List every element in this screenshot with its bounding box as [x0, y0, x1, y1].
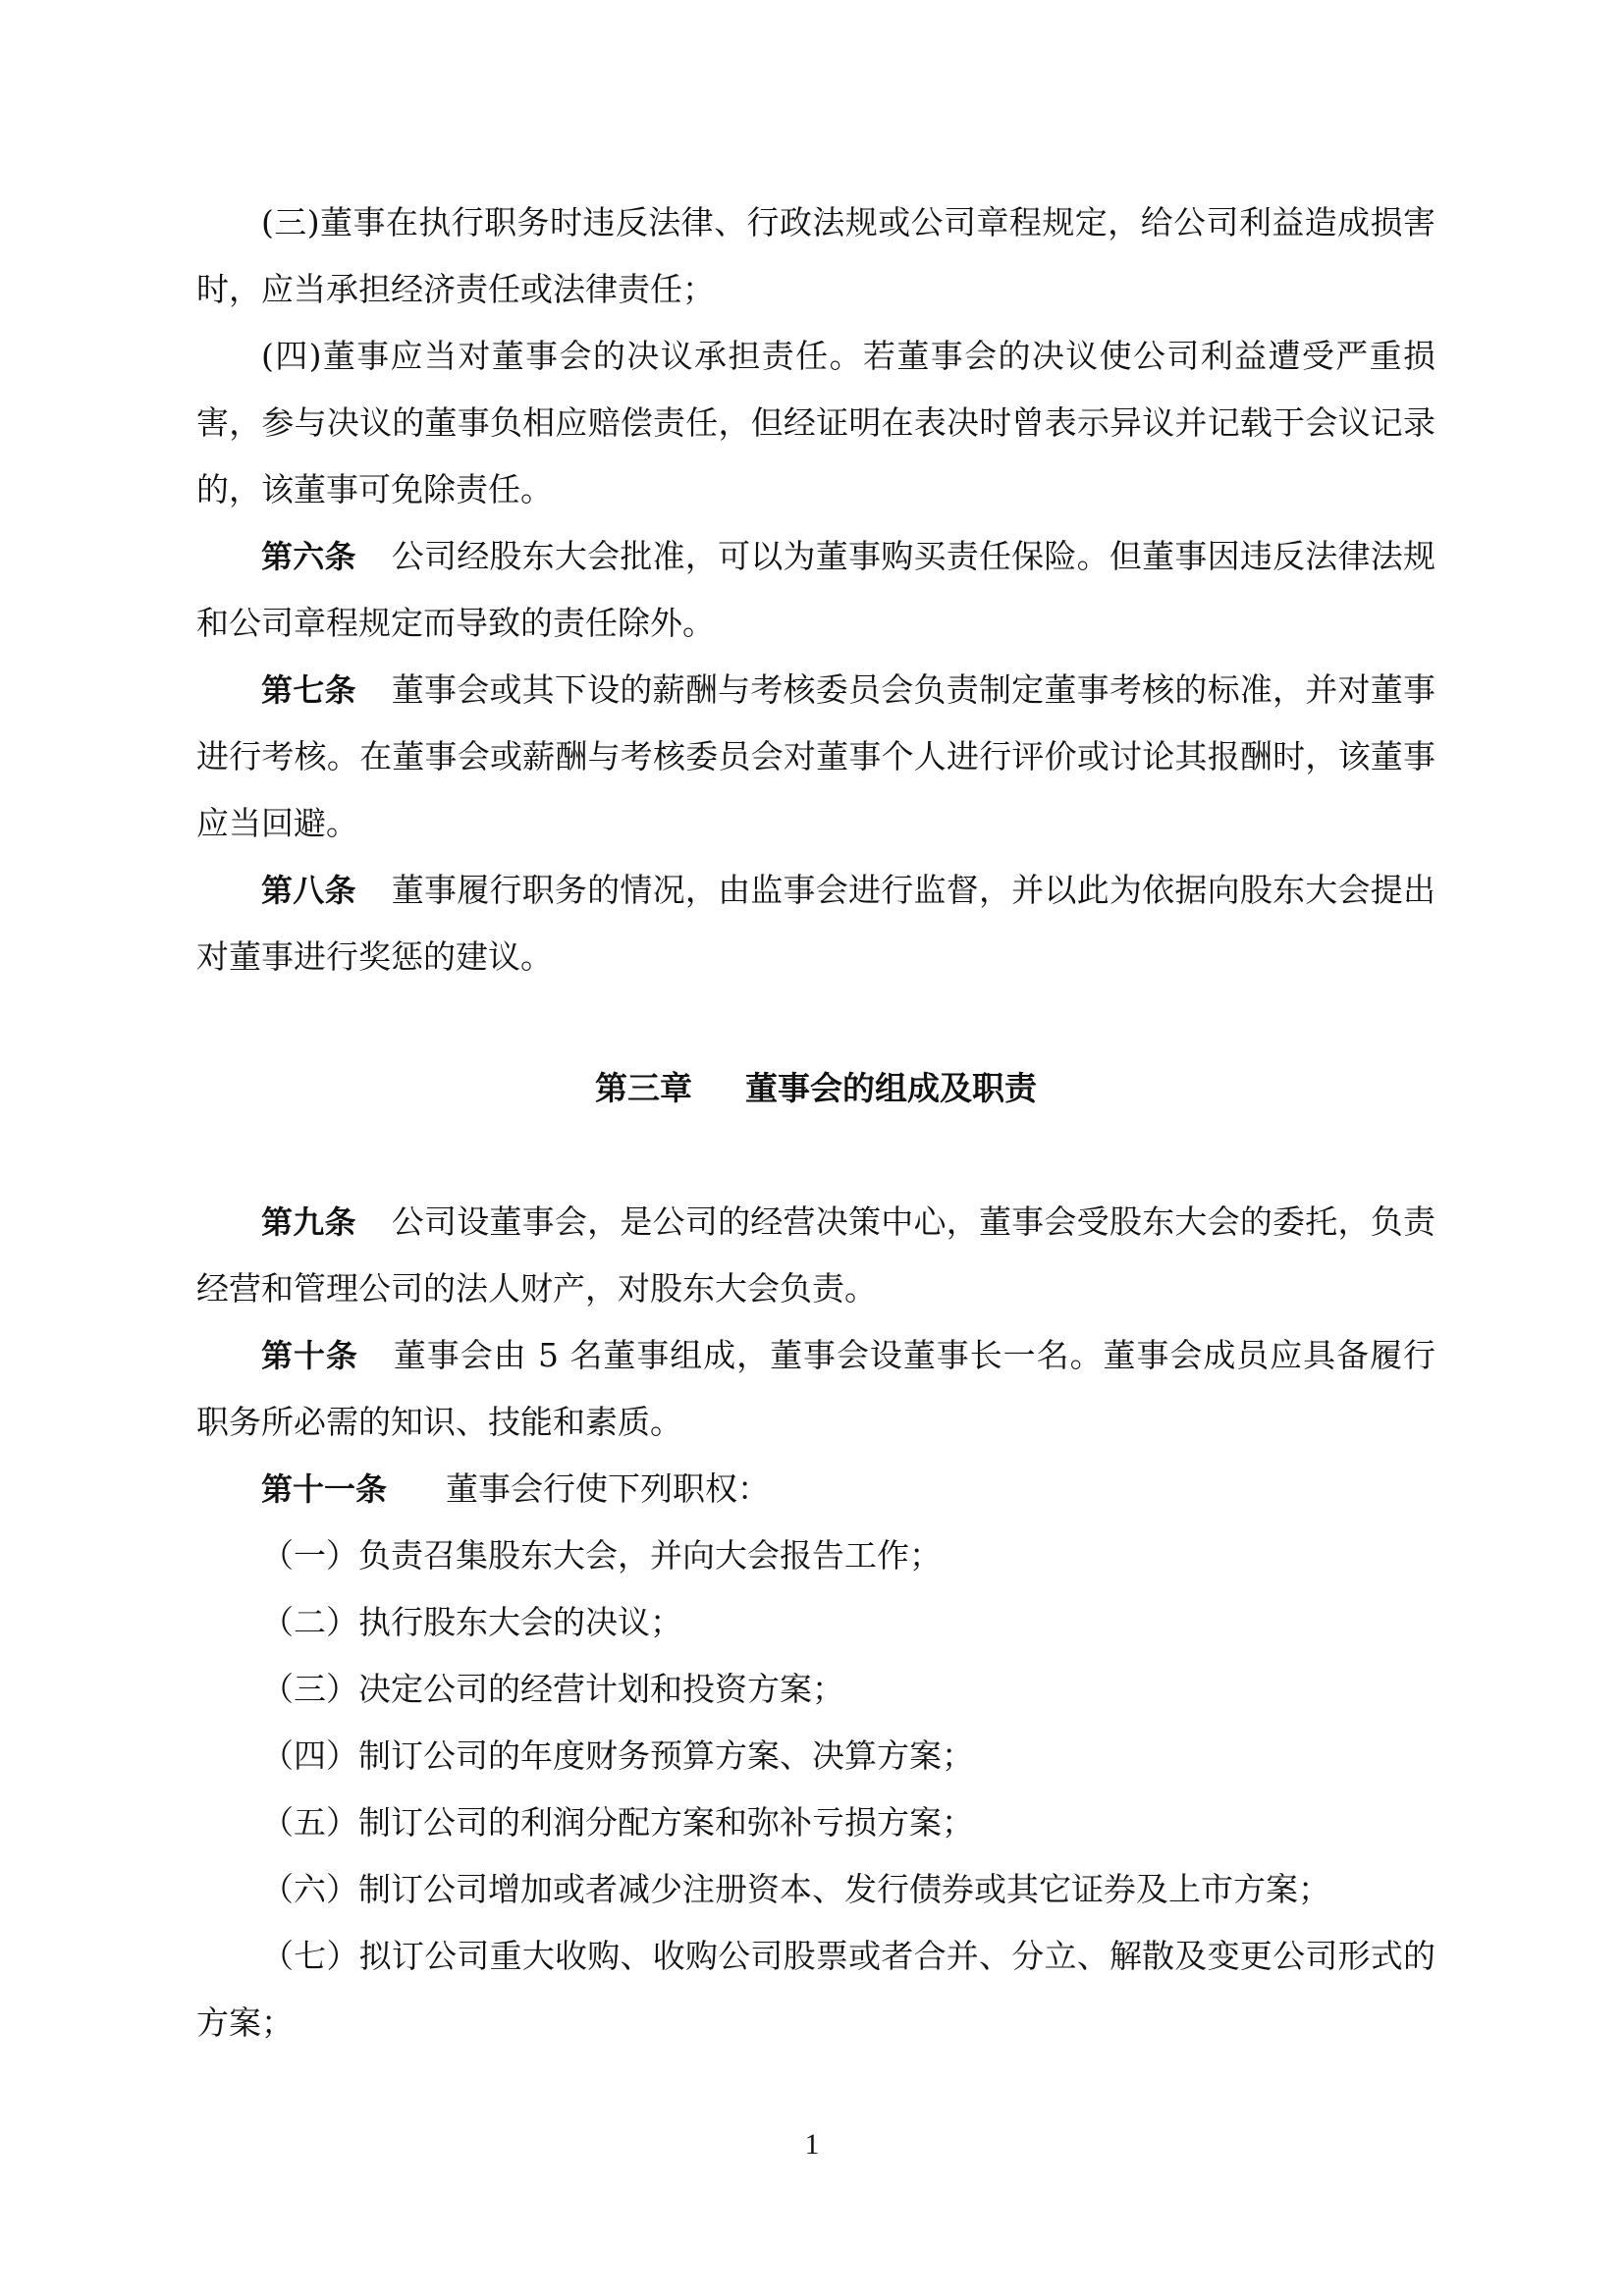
article-text: 董事履行职务的情况，由监事会进行监督，并以此为依据向股东大会提出对董事进行奖惩的建议。: [196, 871, 1435, 976]
list-item: （六）制订公司增加或者减少注册资本、发行债券或其它证券及上市方案；: [261, 1870, 1330, 1908]
article-text: 公司设董事会，是公司的经营决策中心，董事会受股东大会的委托，负责经营和管理公司的法人财产，对股东大会负责。: [196, 1202, 1435, 1308]
article-6: [196, 523, 1435, 657]
paragraph-clause-4: (四)董事应当对董事会的决议承担责任。若董事会的决议使公司利益遭受严重损害，参与决议的董事负相应赔偿责任，但经证明在表决时曾表示异议并记载于会议记录的，该董事可免除责任。: [196, 337, 1435, 508]
list-item: （三）决定公司的经营计划和投资方案；: [261, 1670, 844, 1708]
chapter-number: 第三章: [595, 1069, 692, 1107]
chapter-heading: [196, 1055, 1435, 1122]
article-label: 第十一条: [261, 1470, 388, 1508]
article-label: 第六条: [261, 538, 356, 575]
article-9: [196, 1189, 1435, 1322]
list-item: （五）制订公司的利润分配方案和弥补亏损方案；: [261, 1803, 974, 1842]
article-label: 第七条: [261, 671, 356, 709]
chapter-title: 董事会的组成及职责: [745, 1069, 1037, 1107]
article-text: 董事会行使下列职权：: [446, 1469, 771, 1508]
page-body: [196, 189, 1435, 2056]
article-8: [196, 857, 1435, 990]
article-text: 董事会由 5 名董事组成，董事会设董事长一名。董事会成员应具备履行职务所必需的知识、技能和素质。: [196, 1336, 1435, 1441]
list-item: （四）制订公司的年度财务预算方案、决算方案；: [261, 1736, 974, 1775]
article-text: 公司经股东大会批准，可以为董事购买责任保险。但董事因违反法律法规和公司章程规定而导致的责任除外。: [196, 537, 1435, 642]
article-label: 第九条: [261, 1203, 356, 1241]
article-10: [196, 1322, 1435, 1456]
list-item: （一）负责召集股东大会，并向大会报告工作；: [261, 1536, 942, 1575]
paragraph-clause-3: (三)董事在执行职务时违反法律、行政法规或公司章程规定，给公司利益造成损害时，应当承担经济责任或法律责任；: [196, 203, 1435, 308]
article-11: [196, 1456, 1435, 1522]
list-item: （七）拟订公司重大收购、收购公司股票或者合并、分立、解散及变更公司形式的方案；: [196, 1937, 1435, 2042]
article-7: [196, 657, 1435, 857]
article-label: 第八条: [261, 872, 356, 909]
article-label: 第十条: [261, 1337, 358, 1374]
page-number: 1: [804, 2128, 820, 2161]
list-item: （二）执行股东大会的决议；: [261, 1603, 682, 1641]
article-text: 董事会或其下设的薪酬与考核委员会负责制定董事考核的标准，并对董事进行考核。在董事会或薪酬与考核委员会对董事个人进行评价或讨论其报酬时，该董事应当回避。: [196, 670, 1435, 842]
